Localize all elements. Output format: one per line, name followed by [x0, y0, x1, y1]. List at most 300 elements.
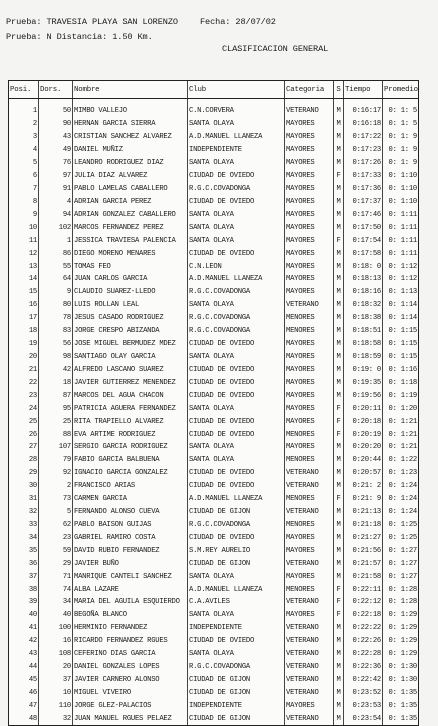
- cell-name: PABLO LAMELAS CABALLERO: [73, 183, 188, 196]
- cell-sex: M: [334, 557, 344, 570]
- cell-club: CIUDAD DE OVIEDO: [188, 531, 285, 544]
- table-row: [9, 247, 418, 260]
- cell-club: SANTA OLAYA: [188, 234, 285, 247]
- cell-category: MAYORES: [285, 144, 334, 157]
- cell-bib: 34: [39, 596, 73, 609]
- cell-sex: M: [334, 570, 344, 583]
- cell-time: 0:19:56: [344, 389, 383, 402]
- cell-bib: 32: [39, 712, 73, 725]
- cell-time: 0:18:32: [344, 299, 383, 312]
- cell-position: 46: [9, 686, 39, 699]
- cell-average: 0: 1:12: [388, 275, 417, 284]
- cell-category: MAYORES: [285, 363, 334, 376]
- cell-sex: F: [334, 428, 344, 441]
- cell-category: MAYORES: [285, 441, 334, 454]
- cell-position: 17: [9, 312, 39, 325]
- cell-average: 0: 1:10: [388, 172, 417, 181]
- cell-position: 41: [9, 622, 39, 635]
- cell-position: 8: [9, 195, 39, 208]
- cell-position: 10: [9, 221, 39, 234]
- cell-average: 0: 1:12: [388, 262, 417, 271]
- cell-club: SANTA OLAYA: [188, 454, 285, 467]
- cell-category: MAYORES: [285, 544, 334, 557]
- cell-category: MAYORES: [285, 247, 334, 260]
- cell-position: 26: [9, 428, 39, 441]
- col-header-club: Club: [188, 81, 285, 98]
- cell-time: 0:22:28: [344, 648, 383, 661]
- table-row: [9, 363, 418, 376]
- cell-club: SANTA OLAYA: [188, 157, 285, 170]
- table-row: [9, 234, 418, 247]
- cell-time: 0:17:22: [344, 131, 383, 144]
- cell-time: 0:22:12: [344, 596, 383, 609]
- cell-time: 0:21:57: [344, 557, 383, 570]
- cell-average: 0: 1: 9: [388, 159, 417, 168]
- cell-time: 0:21:58: [344, 570, 383, 583]
- table-row: [9, 389, 418, 402]
- cell-position: 5: [9, 157, 39, 170]
- cell-category: MENORES: [285, 454, 334, 467]
- cell-average: 0: 1:28: [388, 598, 417, 607]
- cell-bib: 95: [39, 402, 73, 415]
- cell-sex: M: [334, 389, 344, 402]
- table-row: [9, 157, 418, 170]
- cell-category: MENORES: [285, 428, 334, 441]
- table-row: [9, 144, 418, 157]
- results-table: [8, 80, 419, 726]
- cell-club: CIUDAD DE OVIEDO: [188, 480, 285, 493]
- cell-time: 0:22:18: [344, 609, 383, 622]
- cell-average: 0: 1:29: [388, 611, 417, 620]
- cell-club: CIUDAD DE OVIEDO: [188, 389, 285, 402]
- table-row: [9, 661, 418, 674]
- cell-bib: 98: [39, 351, 73, 364]
- cell-club: A.D.MANUEL LLANEZA: [188, 131, 285, 144]
- cell-time: 0:21:18: [344, 519, 383, 532]
- cell-position: 3: [9, 131, 39, 144]
- cell-position: 48: [9, 712, 39, 725]
- cell-time: 0:22:26: [344, 635, 383, 648]
- cell-time: 0:17:46: [344, 208, 383, 221]
- cell-average: 0: 1:19: [388, 391, 417, 400]
- cell-time: 0:21: 9: [344, 493, 383, 506]
- cell-bib: 71: [39, 570, 73, 583]
- cell-time: 0:23:53: [344, 699, 383, 712]
- cell-club: R.G.C.COVADONGA: [188, 325, 285, 338]
- cell-sex: M: [334, 712, 344, 725]
- cell-club: R.G.C.COVADONGA: [188, 183, 285, 196]
- cell-sex: M: [334, 699, 344, 712]
- cell-average: 0: 1:18: [388, 378, 417, 387]
- cell-time: 0:23:52: [344, 686, 383, 699]
- cell-average: 0: 1:15: [388, 340, 417, 349]
- cell-average: 0: 1:27: [388, 559, 417, 568]
- cell-sex: F: [334, 234, 344, 247]
- cell-category: MAYORES: [285, 351, 334, 364]
- cell-position: 12: [9, 247, 39, 260]
- cell-club: CIUDAD DE OVIEDO: [188, 376, 285, 389]
- cell-sex: M: [334, 467, 344, 480]
- cell-name: ALFREDO LASCANO SUAREZ: [73, 363, 188, 376]
- cell-club: C.A.AVILES: [188, 596, 285, 609]
- cell-name: JESUS CASADO RODRIGUEZ: [73, 312, 188, 325]
- cell-position: 24: [9, 402, 39, 415]
- table-row: [9, 221, 418, 234]
- cell-position: 23: [9, 389, 39, 402]
- cell-sex: M: [334, 118, 344, 131]
- cell-name: JESSICA TRAVIESA PALENCIA: [73, 234, 188, 247]
- cell-average: 0: 1:25: [388, 533, 417, 542]
- cell-bib: 62: [39, 519, 73, 532]
- cell-average: 0: 1:24: [388, 508, 417, 517]
- table-row: [9, 131, 418, 144]
- cell-time: 0:17:37: [344, 195, 383, 208]
- cell-category: VETERANO: [285, 299, 334, 312]
- cell-average: 0: 1:29: [388, 637, 417, 646]
- cell-club: A.D.MANUEL LLANEZA: [188, 493, 285, 506]
- cell-time: 0:17:58: [344, 247, 383, 260]
- cell-club: A.D.MANUEL LLANEZA: [188, 583, 285, 596]
- cell-average: 0: 1:27: [388, 546, 417, 555]
- cell-category: MAYORES: [285, 221, 334, 234]
- cell-club: R.G.C.COVADONGA: [188, 661, 285, 674]
- cell-club: CIUDAD DE OVIEDO: [188, 363, 285, 376]
- cell-name: MIMBO VALLEJO: [73, 105, 188, 118]
- cell-club: R.G.C.COVADONGA: [188, 286, 285, 299]
- table-row: [9, 312, 418, 325]
- cell-sex: M: [334, 157, 344, 170]
- cell-name: FABIO GARCIA BALBUENA: [73, 454, 188, 467]
- cell-bib: 86: [39, 247, 73, 260]
- cell-average: 0: 1:35: [388, 688, 417, 697]
- cell-category: MAYORES: [285, 389, 334, 402]
- cell-average: 0: 1:11: [388, 210, 417, 219]
- cell-time: 0:18:59: [344, 351, 383, 364]
- cell-time: 0:21: 2: [344, 480, 383, 493]
- cell-time: 0:21:27: [344, 531, 383, 544]
- cell-sex: F: [334, 583, 344, 596]
- cell-club: CIUDAD DE GIJON: [188, 557, 285, 570]
- cell-name: PABLO BAISON GUIJAS: [73, 519, 188, 532]
- cell-average: 0: 1:13: [388, 288, 417, 297]
- table-row: [9, 699, 418, 712]
- cell-time: 0:21:56: [344, 544, 383, 557]
- cell-position: 7: [9, 183, 39, 196]
- cell-category: MENORES: [285, 583, 334, 596]
- cell-average: 0: 1:21: [388, 443, 417, 452]
- table-row: [9, 415, 418, 428]
- col-header-position: Posi.: [9, 81, 39, 98]
- cell-name: IGNACIO GARCIA GONZALEZ: [73, 467, 188, 480]
- cell-average: 0: 1:16: [388, 365, 417, 374]
- cell-sex: M: [334, 480, 344, 493]
- cell-time: 0:22:11: [344, 583, 383, 596]
- table-row: [9, 299, 418, 312]
- cell-club: SANTA OLAYA: [188, 208, 285, 221]
- cell-category: MENORES: [285, 312, 334, 325]
- cell-average: 0: 1:35: [388, 701, 417, 710]
- cell-sex: M: [334, 648, 344, 661]
- cell-name: JUAN MANUEL RGUES PELAEZ: [73, 712, 188, 725]
- cell-category: VETERANO: [285, 480, 334, 493]
- cell-name: SANTIAGO OLAY GARCIA: [73, 351, 188, 364]
- cell-position: 45: [9, 674, 39, 687]
- cell-bib: 50: [39, 105, 73, 118]
- cell-name: ALBA LAZARE: [73, 583, 188, 596]
- cell-sex: F: [334, 609, 344, 622]
- cell-bib: 40: [39, 609, 73, 622]
- cell-category: MAYORES: [285, 260, 334, 273]
- cell-bib: 83: [39, 325, 73, 338]
- cell-time: 0:17:26: [344, 157, 383, 170]
- cell-category: MAYORES: [285, 131, 334, 144]
- col-header-bib: Dors.: [39, 81, 73, 98]
- table-row: [9, 338, 418, 351]
- cell-time: 0:18:51: [344, 325, 383, 338]
- cell-position: 40: [9, 609, 39, 622]
- col-header-time: Tiempo: [344, 81, 383, 98]
- cell-category: MAYORES: [285, 273, 334, 286]
- cell-position: 37: [9, 570, 39, 583]
- cell-average: 0: 1: 5: [388, 120, 417, 129]
- cell-bib: 97: [39, 170, 73, 183]
- cell-average: 0: 1:10: [388, 197, 417, 206]
- cell-name: CEFERINO DIAS GARCIA: [73, 648, 188, 661]
- cell-category: MAYORES: [285, 402, 334, 415]
- cell-sex: M: [334, 441, 344, 454]
- cell-average: 0: 1:24: [388, 495, 417, 504]
- cell-sex: M: [334, 506, 344, 519]
- cell-name: DANIEL MUÑIZ: [73, 144, 188, 157]
- cell-bib: 23: [39, 531, 73, 544]
- cell-category: MAYORES: [285, 609, 334, 622]
- cell-club: SANTA OLAYA: [188, 221, 285, 234]
- cell-bib: 42: [39, 363, 73, 376]
- cell-position: 6: [9, 170, 39, 183]
- classification-title: CLASIFICACION GENERAL: [222, 44, 329, 54]
- cell-club: SANTA OLAYA: [188, 441, 285, 454]
- table-row: [9, 557, 418, 570]
- race-date: Fecha: 28/07/02: [200, 17, 276, 27]
- cell-time: 0:20:19: [344, 428, 383, 441]
- cell-bib: 74: [39, 583, 73, 596]
- cell-bib: 100: [39, 622, 73, 635]
- cell-average: 0: 1:14: [388, 301, 417, 310]
- cell-position: 34: [9, 531, 39, 544]
- cell-position: 20: [9, 351, 39, 364]
- cell-club: INDEPENDIENTE: [188, 144, 285, 157]
- cell-club: CIUDAD DE GIJON: [188, 686, 285, 699]
- cell-average: 0: 1:24: [388, 482, 417, 491]
- cell-name: FRANCISCO ARIAS: [73, 480, 188, 493]
- cell-sex: M: [334, 622, 344, 635]
- cell-time: 0:20:18: [344, 415, 383, 428]
- cell-category: VETERANO: [285, 105, 334, 118]
- cell-name: MARCOS DEL AGUA CHACON: [73, 389, 188, 402]
- cell-average: 0: 1:11: [388, 249, 417, 258]
- cell-position: 4: [9, 144, 39, 157]
- cell-category: MAYORES: [285, 157, 334, 170]
- cell-sex: M: [334, 183, 344, 196]
- cell-bib: 92: [39, 467, 73, 480]
- cell-name: JAVIER GUTIERREZ MENENDEZ: [73, 376, 188, 389]
- cell-club: CIUDAD DE OVIEDO: [188, 338, 285, 351]
- cell-name: HERNAN GARCIA SIERRA: [73, 118, 188, 131]
- cell-bib: 108: [39, 648, 73, 661]
- col-header-sex: S: [334, 81, 344, 98]
- cell-time: 0:20:11: [344, 402, 383, 415]
- table-row: [9, 183, 418, 196]
- cell-position: 14: [9, 273, 39, 286]
- cell-category: MENORES: [285, 325, 334, 338]
- cell-category: VETERANO: [285, 635, 334, 648]
- table-row: [9, 519, 418, 532]
- cell-bib: 91: [39, 183, 73, 196]
- cell-sex: M: [334, 674, 344, 687]
- cell-time: 0:19:35: [344, 376, 383, 389]
- cell-category: MAYORES: [285, 195, 334, 208]
- cell-name: MANRIQUE CANTELI SANCHEZ: [73, 570, 188, 583]
- cell-position: 38: [9, 583, 39, 596]
- cell-bib: 4: [39, 195, 73, 208]
- cell-name: MIGUEL VIVEIRO: [73, 686, 188, 699]
- cell-position: 30: [9, 480, 39, 493]
- cell-average: 0: 1:22: [388, 456, 417, 465]
- cell-name: JAVIER CARNERO ALONSO: [73, 674, 188, 687]
- cell-name: BEGOÑA BLANCO: [73, 609, 188, 622]
- cell-sex: M: [334, 325, 344, 338]
- cell-category: MAYORES: [285, 699, 334, 712]
- cell-position: 15: [9, 286, 39, 299]
- table-row: [9, 105, 418, 118]
- cell-position: 28: [9, 454, 39, 467]
- cell-bib: 87: [39, 389, 73, 402]
- cell-name: FERNANDO ALONSO CUEVA: [73, 506, 188, 519]
- cell-club: SANTA OLAYA: [188, 299, 285, 312]
- table-row: [9, 648, 418, 661]
- cell-bib: 90: [39, 118, 73, 131]
- cell-sex: F: [334, 402, 344, 415]
- cell-sex: F: [334, 493, 344, 506]
- cell-category: MAYORES: [285, 531, 334, 544]
- cell-position: 39: [9, 596, 39, 609]
- cell-category: MAYORES: [285, 286, 334, 299]
- col-header-average: Promedio: [384, 85, 418, 94]
- cell-average: 0: 1:35: [388, 714, 417, 723]
- cell-sex: F: [334, 415, 344, 428]
- cell-position: 22: [9, 376, 39, 389]
- cell-category: MAYORES: [285, 183, 334, 196]
- cell-club: SANTA OLAYA: [188, 609, 285, 622]
- cell-bib: 2: [39, 480, 73, 493]
- cell-time: 0:17:33: [344, 170, 383, 183]
- cell-position: 18: [9, 325, 39, 338]
- cell-category: MAYORES: [285, 170, 334, 183]
- cell-position: 25: [9, 415, 39, 428]
- cell-bib: 94: [39, 208, 73, 221]
- cell-sex: M: [334, 661, 344, 674]
- cell-average: 0: 1:15: [388, 327, 417, 336]
- cell-bib: 107: [39, 441, 73, 454]
- cell-sex: M: [334, 351, 344, 364]
- cell-position: 1: [9, 105, 39, 118]
- cell-time: 0:22:42: [344, 674, 383, 687]
- cell-position: 43: [9, 648, 39, 661]
- cell-time: 0:20:20: [344, 441, 383, 454]
- table-row: [9, 596, 418, 609]
- cell-club: INDEPENDIENTE: [188, 622, 285, 635]
- cell-position: 29: [9, 467, 39, 480]
- cell-name: DAVID RUBIO FERNANDEZ: [73, 544, 188, 557]
- cell-category: VETERANO: [285, 557, 334, 570]
- cell-name: JORGE GLEZ-PALACIOS: [73, 699, 188, 712]
- cell-category: MAYORES: [285, 118, 334, 131]
- cell-club: R.G.C.COVADONGA: [188, 312, 285, 325]
- cell-bib: 9: [39, 286, 73, 299]
- cell-name: ADRIAN GARCIA PEREZ: [73, 195, 188, 208]
- cell-average: 0: 1:14: [388, 314, 417, 323]
- cell-sex: F: [334, 170, 344, 183]
- table-row: [9, 493, 418, 506]
- cell-name: RICARDO FERNANDEZ RGUES: [73, 635, 188, 648]
- cell-name: JAVIER BUÑO: [73, 557, 188, 570]
- cell-time: 0:20:57: [344, 467, 383, 480]
- cell-time: 0:18:13: [344, 273, 383, 286]
- cell-club: CIUDAD DE OVIEDO: [188, 195, 285, 208]
- cell-average: 0: 1:10: [388, 184, 417, 193]
- table-row: [9, 674, 418, 687]
- cell-category: VETERANO: [285, 506, 334, 519]
- table-row: [9, 208, 418, 221]
- cell-sex: M: [334, 260, 344, 273]
- cell-bib: 43: [39, 131, 73, 144]
- table-row: [9, 260, 418, 273]
- cell-average: 0: 1: 9: [388, 146, 417, 155]
- cell-average: 0: 1: 9: [388, 133, 417, 142]
- table-row: [9, 118, 418, 131]
- cell-sex: M: [334, 286, 344, 299]
- cell-bib: 110: [39, 699, 73, 712]
- col-header-name: Nombre: [73, 81, 188, 98]
- cell-name: DANIEL GONZALES LOPES: [73, 661, 188, 674]
- cell-club: CIUDAD DE GIJON: [188, 674, 285, 687]
- cell-position: 11: [9, 234, 39, 247]
- table-row: [9, 467, 418, 480]
- cell-time: 0:18:58: [344, 338, 383, 351]
- cell-category: MENORES: [285, 519, 334, 532]
- cell-time: 0:17:50: [344, 221, 383, 234]
- cell-category: MAYORES: [285, 234, 334, 247]
- cell-name: DIEGO MORENO MENARES: [73, 247, 188, 260]
- cell-club: CIUDAD DE OVIEDO: [188, 170, 285, 183]
- cell-sex: M: [334, 376, 344, 389]
- cell-sex: M: [334, 247, 344, 260]
- cell-bib: 1: [39, 234, 73, 247]
- cell-club: SANTA OLAYA: [188, 648, 285, 661]
- cell-sex: M: [334, 519, 344, 532]
- cell-club: CIUDAD DE GIJON: [188, 712, 285, 725]
- cell-category: VETERANO: [285, 596, 334, 609]
- cell-category: MAYORES: [285, 570, 334, 583]
- cell-bib: 25: [39, 415, 73, 428]
- cell-time: 0:22:36: [344, 661, 383, 674]
- cell-time: 0:21:13: [344, 506, 383, 519]
- cell-category: MAYORES: [285, 208, 334, 221]
- cell-name: SERGIO GARCIA RODRIGUEZ: [73, 441, 188, 454]
- race-distance: Prueba: N Distancia: 1.50 Km.: [6, 32, 153, 42]
- cell-average: 0: 1:21: [388, 417, 417, 426]
- table-row: [9, 325, 418, 338]
